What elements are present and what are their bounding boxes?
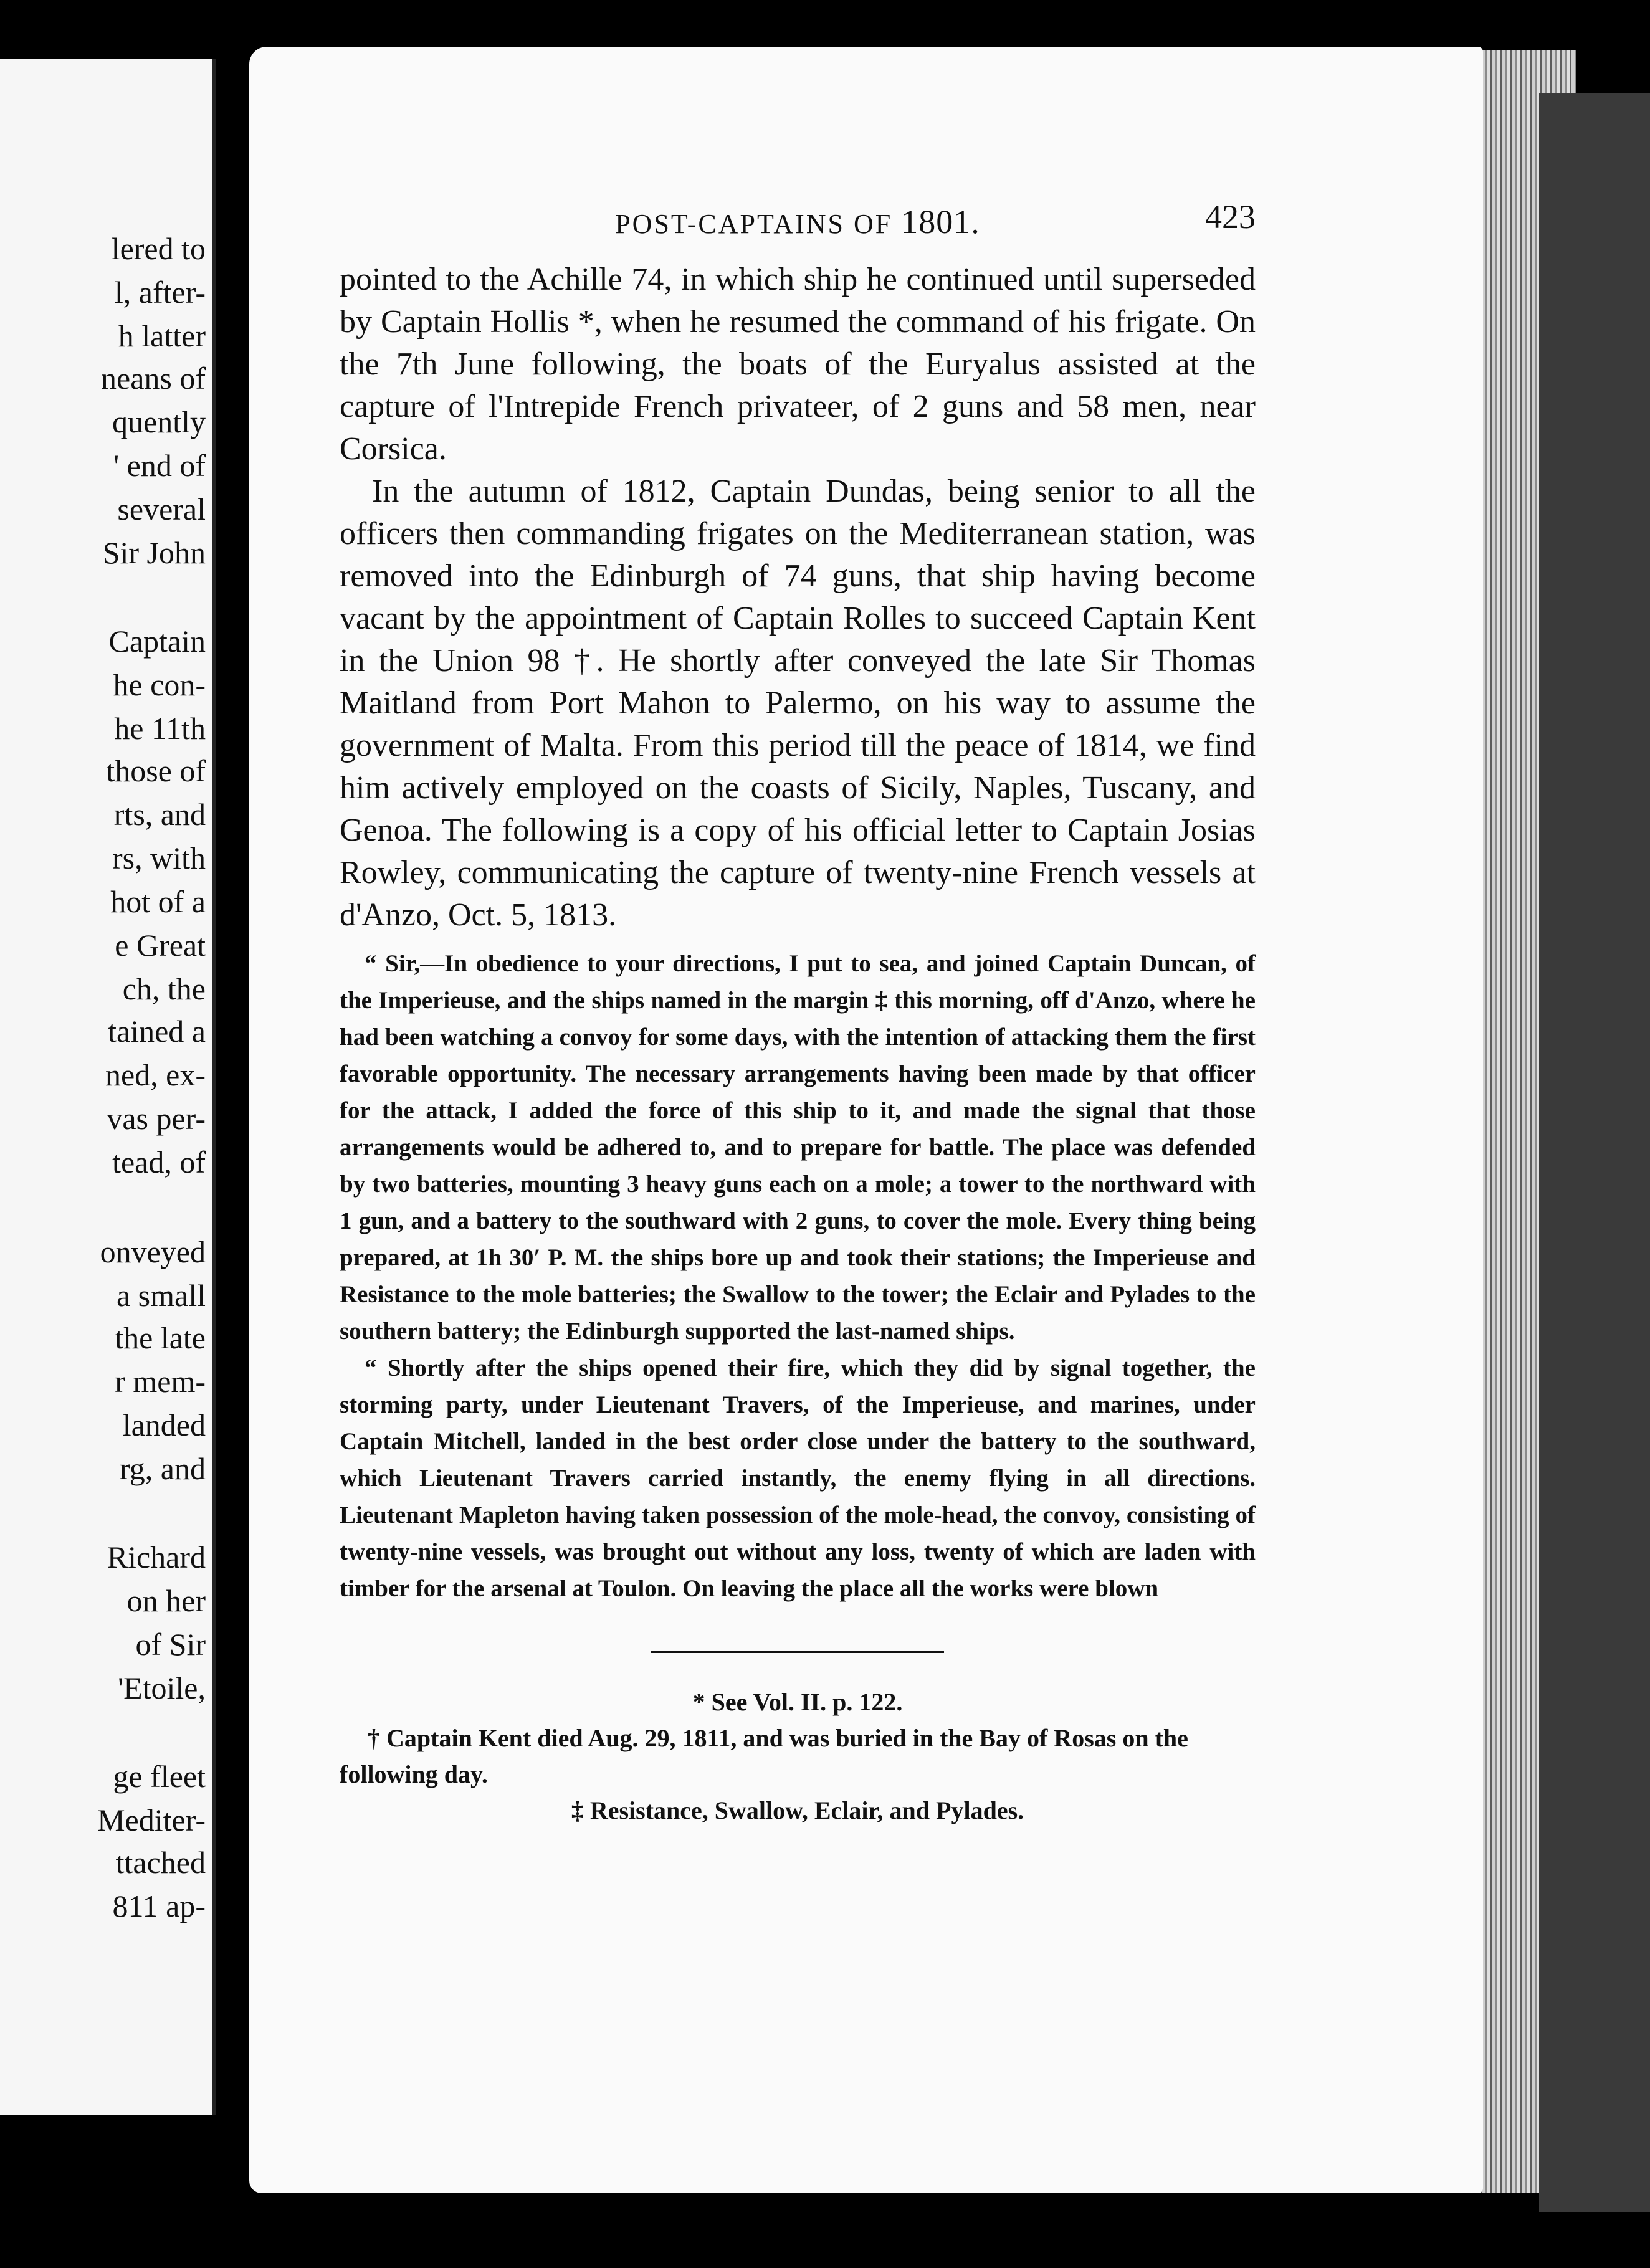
left-page-line: Sir John [102,535,206,570]
left-page-line: ned, ex- [105,1057,206,1092]
left-page-line: 811 ap- [112,1889,206,1923]
letter-paragraph: “ Shortly after the ships opened their fire, which they did by signal together, the storming party, under Lieutenant Travers, of the Imperieuse, and marines, under Captain Mitchell, landed in the best order close under the battery to the southward, which Lieutenant Travers carried instantly, the enemy flying in all directions. Lieutenant Mapleton having taken possession of the mole-head, the convoy, consisting of twenty-nine vessels, was brought out without any loss, twenty of which are laden with timber for the arsenal at Toulon. On leaving the place all the works were blown [340,1355,1256,1602]
left-page-line: landed [122,1408,206,1442]
left-page-line: hot of a [110,884,206,919]
left-page-line: l, after- [114,275,206,310]
running-title-text: POST-CAPTAINS OF [615,209,893,239]
left-page-line: r mem- [115,1364,206,1399]
left-page-line: on her [126,1583,206,1618]
left-page-line: rts, and [113,797,206,832]
left-page-line: vas per- [107,1101,206,1136]
left-page-line: tained a [108,1014,206,1049]
running-head [340,198,1256,259]
letter-paragraph: “ Sir,—In obedience to your directions, I put to sea, and joined Captain Duncan, of the Imperieuse, and the ships named in the margin ‡ this morning, off d'Anzo, where he had been watching a convoy for some days, with the intention of attacking them the first favorable opportunity. The necessary arrangements having been made by that officer for the attack, I added the force of this ship to it, and made the signal that those arrangements would be adhered to, and to prepare for battle. The place was defended by two batteries, mounting 3 heavy guns each on a mole; a tower to the northward with 1 gun, and a battery to the southward with 2 guns, to cover the mole. Every thing being prepared, at 1h 30′ P. M. the ships bore up and took their stations; the Imperieuse and Resistance to the mole batteries; the Swallow to the tower; the Eclair and Pylades to the southern battery; the Edinburgh supported the last-named ships. [340,950,1256,1345]
footnote: ‡ Resistance, Swallow, Eclair, and Pylades. [571,1796,1024,1824]
left-page-line: ge fleet [113,1759,206,1794]
left-page-line: ttached [115,1845,206,1880]
left-page-line: lered to [111,231,206,266]
page-content [340,198,1256,1829]
book-shadow [1539,93,1650,2212]
footnote-divider [651,1651,944,1653]
body-text [340,259,1256,936]
left-page-line: Mediter- [97,1803,206,1837]
left-page-line: neans of [101,361,206,396]
body-paragraph: In the autumn of 1812, Captain Dundas, being senior to all the officers then commanding frigates on the Mediterranean station, was removed into the Edinburgh of 74 guns, that ship having become vacant by the appointment of Captain Rolles to succeed Captain Kent in the Union 98 †. He shortly after conveyed the late Sir Thomas Maitland from Port Mahon to Palermo, on his way to assume the government of Malta. From this period till the peace of 1814, we find him actively employed on the coasts of Sicily, Naples, Tuscany, and Genoa. The following is a copy of his official letter to Captain Josias Rowley, communicating the capture of twenty-nine French vessels at d'Anzo, Oct. 5, 1813. [340,474,1256,933]
left-page-line: he 11th [114,711,206,746]
left-page-line: tead, of [112,1145,206,1179]
body-paragraph: pointed to the Achille 74, in which ship he continued until superseded by Captain Hollis *, when he resumed the command of his frigate. On the 7th June following, the boats of the Euryalus assisted at the capture of l'Intrepide French privateer, of 2 guns and 58 men, near Corsica. [340,262,1256,467]
footnote: * See Vol. II. p. 122. [692,1688,903,1716]
page-number: 423 [1205,198,1256,236]
left-page-line: quently [112,404,206,439]
quoted-letter [340,945,1256,1607]
left-page-line: several [117,492,206,526]
left-page-line: Richard [107,1540,206,1575]
left-page-line: onveyed [100,1234,206,1269]
footnote: † Captain Kent died Aug. 29, 1811, and was buried in the Bay of Rosas on the following day. [340,1724,1188,1788]
left-page-line: Captain [108,624,206,659]
left-page-line: ch, the [122,971,206,1006]
left-page-line: 'Etoile, [118,1670,206,1705]
left-page-line: the late [115,1320,206,1355]
left-page-line: e Great [115,928,206,963]
left-page-line: he con- [113,667,206,702]
footnotes [340,1684,1256,1829]
left-page-line: rg, and [120,1451,206,1486]
previous-page-fragment [0,59,216,2115]
left-page-line: of Sir [135,1627,206,1662]
running-title-year: 1801. [901,203,980,241]
book-page [249,47,1483,2193]
left-page-line: ' end of [113,448,206,483]
left-page-line: a small [116,1278,206,1313]
left-page-line: rs, with [112,841,206,875]
left-page-line: h latter [118,318,206,353]
running-title [340,202,1256,241]
left-page-line: those of [106,753,206,788]
